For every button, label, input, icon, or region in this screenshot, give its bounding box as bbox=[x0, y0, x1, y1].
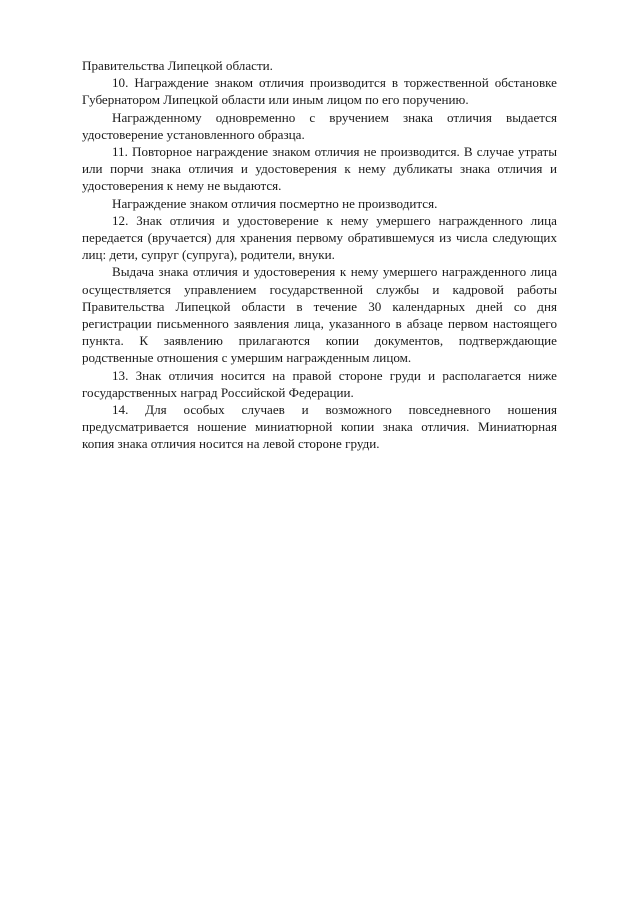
paragraph-item-10: 10. Награждение знаком отличия производится в торжественной обстановке Губернатором Липецкой области или иным лицом по его поручению. bbox=[82, 75, 557, 108]
paragraph-continuation: Правительства Липецкой области. bbox=[82, 58, 273, 73]
paragraph-item-11-posthumous: Награждение знаком отличия посмертно не производится. bbox=[112, 195, 438, 211]
paragraph-item-12: 12. Знак отличия и удостоверение к нему умершего награжденного лица передается (вручается) для хранения первому обратившемуся из числа следующих лиц: дети, супруг (супруга), родители, внуки. bbox=[82, 212, 557, 263]
paragraph-item-10-certificate: Награжденному одновременно с вручением знака отличия выдается удостоверение установленного образца. bbox=[82, 109, 557, 142]
paragraph-item-12-issuance: Выдача знака отличия и удостоверения к нему умершего награжденного лица осуществляется управлением государственной службы и кадровой работы Правительства Липецкой области в течение 30 календарных дней со дня регистрации письменного заявления лица, указанного в абзаце первом настоящего пункта. К заявлению прилагаются копии документов, подтверждающие родственные отношения с умершим награжденным лицом. bbox=[82, 264, 557, 366]
document-body bbox=[82, 57, 557, 453]
paragraph-item-13: 13. Знак отличия носится на правой стороне груди и располагается ниже государственных наград Российской Федерации. bbox=[82, 367, 557, 400]
paragraph-item-14: 14. Для особых случаев и возможного повседневного ношения предусматривается ношение миниатюрной копии знака отличия. Миниатюрная копия знака отличия носится на левой стороне груди. bbox=[82, 402, 557, 452]
paragraph-item-11: 11. Повторное награждение знаком отличия не производится. В случае утраты или порчи знака отличия и удостоверения к нему дубликаты знака отличия и удостоверения к нему не выдаются. bbox=[82, 144, 557, 194]
